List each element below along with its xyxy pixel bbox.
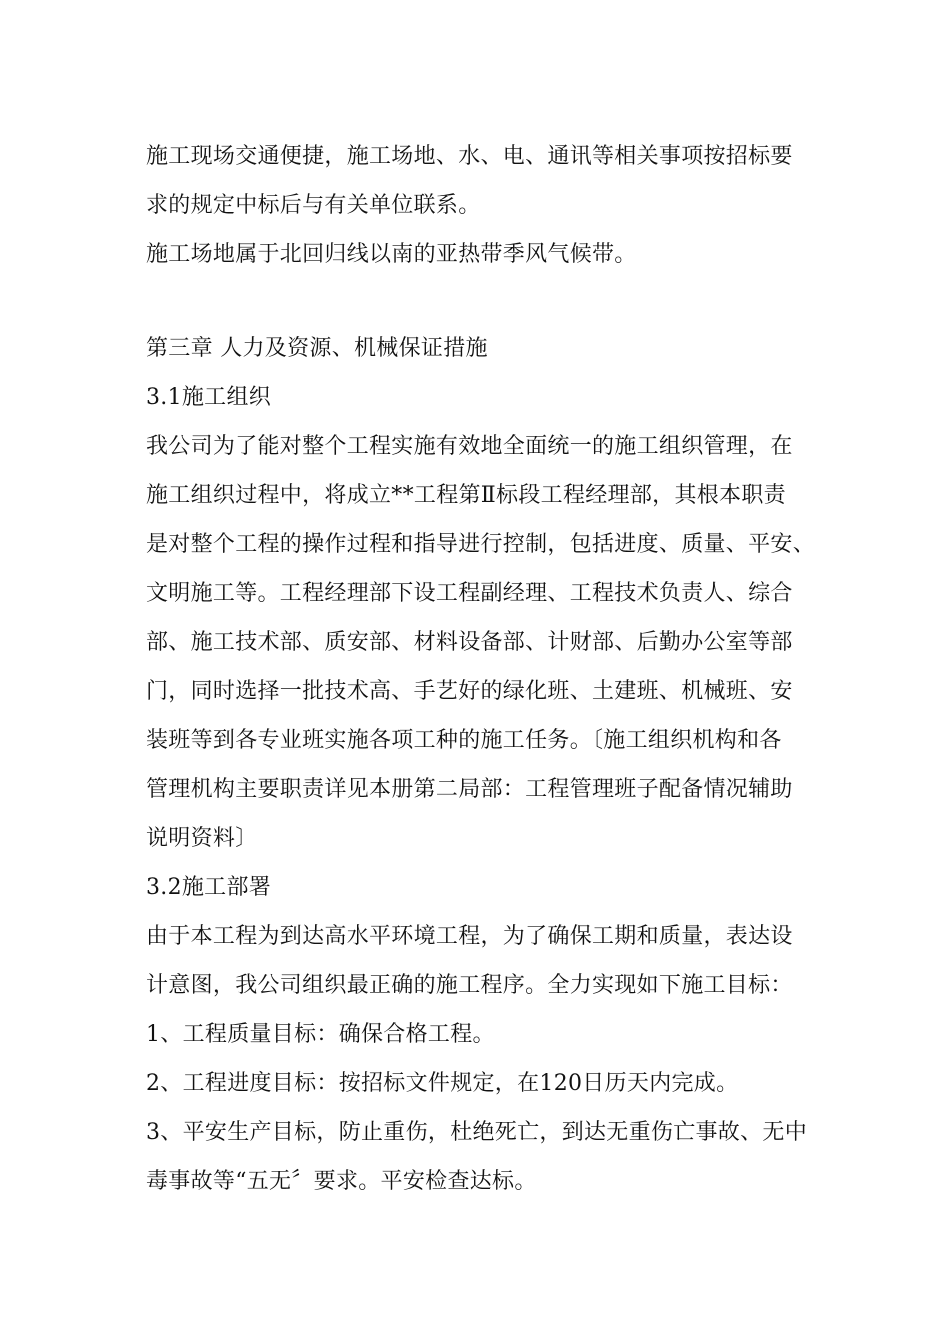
text-line: 文明施工等。工程经理部下设工程副经理、工程技术负责人、综合: [146, 581, 793, 606]
document-body: [146, 132, 846, 1206]
text-line: 计意图，我公司组织最正确的施工程序。全力实现如下施工目标：: [146, 973, 793, 998]
text-line: 装班等到各专业班实施各项工种的施工任务。〔施工组织机构和各: [146, 728, 782, 753]
text-line: 门，同时选择一批技术高、手艺好的绿化班、土建班、机械班、安: [146, 679, 793, 704]
text-line: 部、施工技术部、质安部、材料设备部、计财部、后勤办公室等部: [146, 630, 793, 655]
section-heading: 3.1施工组织: [146, 385, 272, 410]
text-line: 施工组织过程中，将成立**工程第Ⅱ标段工程经理部，其根本职责: [146, 483, 786, 508]
text-line: 是对整个工程的操作过程和指导进行控制，包括进度、质量、平安、: [146, 532, 816, 557]
chapter-heading: 第三章 人力及资源、机械保证措施: [146, 336, 488, 361]
text-line: 求的规定中标后与有关单位联系。: [146, 193, 481, 218]
text-line: 施工现场交通便捷，施工场地、水、电、通讯等相关事项按招标要: [146, 144, 793, 169]
text-line: 由于本工程为到达高水平环境工程，为了确保工期和质量，表达设: [146, 924, 793, 949]
text-line: 毒事故等“五无〞要求。平安检查达标。: [146, 1169, 537, 1194]
text-line: 施工场地属于北回归线以南的亚热带季风气候带。: [146, 242, 637, 267]
paragraph-gap: [146, 279, 846, 324]
list-item: 1、工程质量目标：确保合格工程。: [146, 1022, 495, 1047]
text-line: 说明资料〕: [146, 826, 258, 851]
text-line: 管理机构主要职责详见本册第二局部：工程管理班子配备情况辅助: [146, 777, 793, 802]
text-line: 我公司为了能对整个工程实施有效地全面统一的施工组织管理，在: [146, 434, 793, 459]
list-item: 2、工程进度目标：按招标文件规定，在120日历天内完成。: [146, 1071, 739, 1096]
list-item: 3、平安生产目标，防止重伤，杜绝死亡，到达无重伤亡事故、无中: [146, 1120, 807, 1145]
section-heading: 3.2施工部署: [146, 875, 272, 900]
